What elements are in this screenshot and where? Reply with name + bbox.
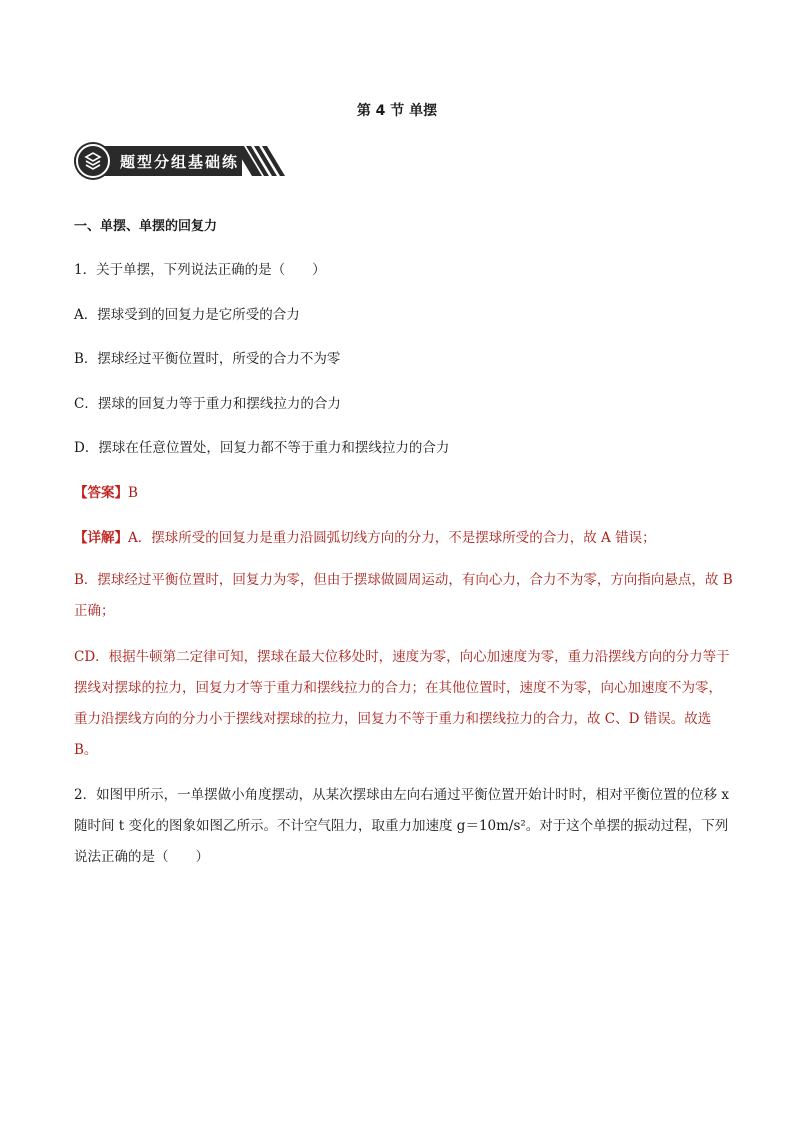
- answer-tag: 【答案】: [74, 485, 128, 501]
- answer-line: [74, 483, 138, 503]
- layers-icon: [76, 144, 110, 178]
- section-heading: 一、单摆、单摆的回复力: [74, 219, 218, 234]
- question-1-stem: 1．关于单摆，下列说法正确的是（ ）: [74, 262, 326, 278]
- question-1-option-a: A．摆球受到的回复力是它所受的合力: [74, 307, 300, 323]
- page-title: 第 4 节 单摆: [356, 103, 438, 119]
- section-banner: [74, 144, 286, 178]
- banner-stripes: [234, 146, 286, 176]
- question-1-option-b: B．摆球经过平衡位置时，所受的合力不为零: [74, 351, 341, 367]
- banner-label: 题型分组基础练: [120, 153, 240, 171]
- question-2-stem: 2．如图甲所示，一单摆做小角度摆动，从某次摆球由左向右通过平衡位置开始计时时，相对平衡位置的位移 x 随时间 t 变化的图象如图乙所示。不计空气阻力，取重力加速度 g＝10m/s²。对于这个单摆的振动过程，下列说法正确的是（ ）: [74, 787, 729, 865]
- answer-value: B: [128, 485, 138, 501]
- question-1-option-c: C．摆球的回复力等于重力和摆线拉力的合力: [74, 396, 341, 412]
- question-1-option-d: D．摆球在任意位置处，回复力都不等于重力和摆线拉力的合力: [74, 440, 450, 456]
- detail-line-a: [74, 528, 656, 548]
- detail-paragraph-cd: CD．根据牛顿第二定律可知，摆球在最大位移处时，速度为零，向心加速度为零，重力沿摆线方向的分力等于摆线对摆球的拉力，回复力才等于重力和摆线拉力的合力；在其他位置时，速度不为零，向心加速度不为零，重力沿摆线方向的分力小于摆线对摆球的拉力，回复力不等于重力和摆线拉力的合力，故 C、D 错误。故选 B。: [74, 649, 730, 758]
- detail-text-a: A．摆球所受的回复力是重力沿圆弧切线方向的分力，不是摆球所受的合力，故 A 错误；: [128, 530, 656, 546]
- detail-tag: 【详解】: [74, 530, 128, 546]
- detail-paragraph-b: B．摆球经过平衡位置时，回复力为零，但由于摆球做圆周运动，有向心力，合力不为零，方向指向悬点，故 B 正确；: [74, 572, 733, 619]
